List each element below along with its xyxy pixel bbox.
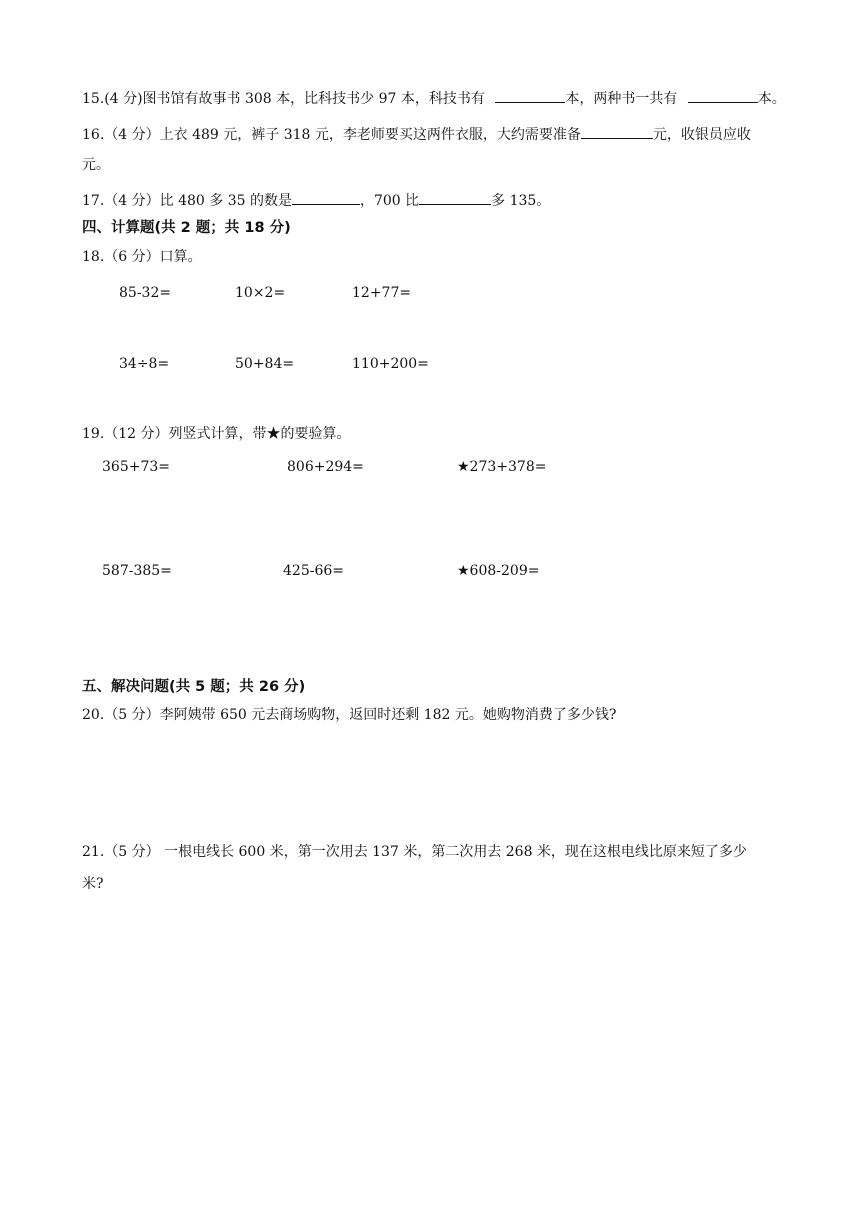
q17-blank-1[interactable] — [292, 190, 360, 205]
q19-expr-4: 587-385= — [102, 563, 172, 579]
q19-expr-5: 425-66= — [283, 563, 344, 579]
q16-prefix: 16.（4 分）上衣 489 元，裤子 318 元，李老师要买这两件衣服，大约需要准备 — [82, 127, 581, 143]
question-21-line-2: 米? — [82, 876, 104, 892]
q15-blank-2[interactable] — [688, 88, 758, 103]
q17-blank-2[interactable] — [419, 190, 491, 205]
section-5-heading: 五、解决问题(共 5 题；共 26 分) — [82, 679, 306, 695]
q19-expr-2: 806+294= — [287, 459, 364, 475]
q16-blank-1[interactable] — [581, 124, 653, 139]
q18-expr-4: 34÷8= — [119, 356, 170, 372]
q18-expr-3: 12+77= — [352, 285, 412, 301]
question-18: 18.（6 分）口算。 — [82, 249, 202, 265]
q19-expr-3: ★273+378= — [457, 459, 547, 475]
q15-mid: 本，两种书一共有 — [565, 91, 678, 107]
q15-suffix: 本。 — [757, 91, 786, 107]
question-20: 20.（5 分）李阿姨带 650 元去商场购物，返回时还剩 182 元。她购物消费了多少钱? — [82, 707, 617, 723]
q18-expr-6: 110+200= — [352, 356, 429, 372]
question-19: 19.（12 分）列竖式计算，带★的要验算。 — [82, 426, 351, 442]
q18-expr-2: 10×2= — [235, 285, 286, 301]
q16-mid: 元，收银员应收 — [652, 127, 751, 143]
question-17 — [82, 190, 550, 211]
q19-expr-6: ★608-209= — [457, 563, 540, 579]
q18-expr-5: 50+84= — [235, 356, 295, 372]
question-21: 21.（5 分） 一根电线长 600 米，第一次用去 137 米，第二次用去 268 米，现在这根电线比原来短了多少 — [82, 844, 747, 860]
q16-line2: 元。 — [82, 157, 110, 173]
q15-prefix: 15.(4 分)图书馆有故事书 308 本，比科技书少 97 本，科技书有 — [82, 91, 485, 107]
q17-mid: ，700 比 — [359, 193, 420, 209]
question-15 — [82, 88, 786, 109]
question-16-line-2 — [82, 155, 110, 175]
q17-suffix: 多 135。 — [491, 193, 551, 209]
section-4-heading: 四、计算题(共 2 题；共 18 分) — [82, 220, 291, 236]
question-16 — [82, 124, 751, 145]
q17-prefix: 17.（4 分）比 480 多 35 的数是 — [82, 193, 292, 209]
q19-expr-1: 365+73= — [102, 459, 170, 475]
q18-expr-1: 85-32= — [119, 285, 172, 301]
q15-blank-1[interactable] — [495, 88, 565, 103]
